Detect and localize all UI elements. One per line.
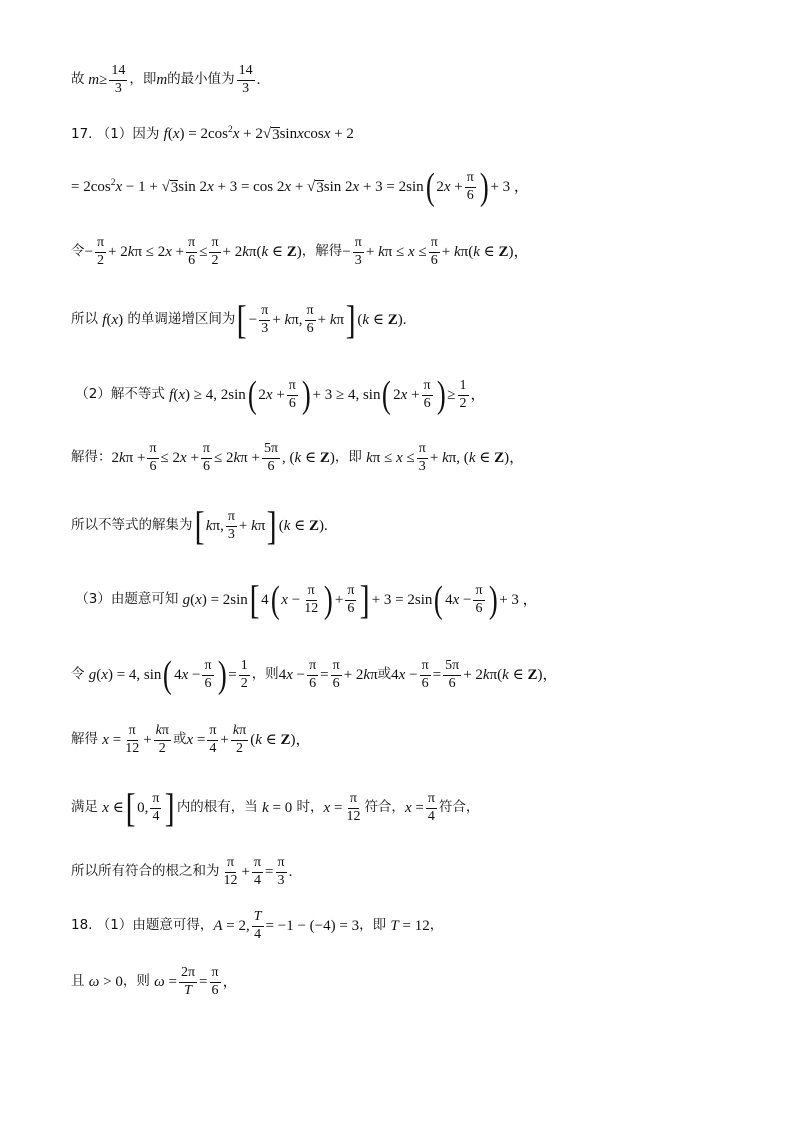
fraction: $\frac{\pi}{4}$	[427, 790, 435, 824]
bracket: ]	[165, 785, 176, 830]
text: 所以不等式的解集为	[71, 517, 193, 534]
math: + 2kπ(k ∈ Z)，	[463, 666, 558, 683]
fraction: $\frac{\pi}{6}$	[421, 657, 429, 691]
text: ，解得	[301, 243, 343, 260]
paren: (	[163, 654, 173, 696]
math: = −1 − (−4) = 3	[265, 917, 360, 934]
text: 的单调递增区间为	[123, 311, 236, 328]
math: m	[156, 71, 168, 88]
text: 符合，	[438, 799, 480, 816]
text: 或	[377, 666, 392, 683]
fraction: $\frac{\pi}{6}$	[332, 657, 340, 691]
fraction: $\frac{2\pi}{T}$	[180, 965, 196, 998]
math: kπ,	[205, 517, 224, 534]
math: 4x −	[391, 666, 418, 683]
bracket: [	[249, 577, 260, 622]
math: x =	[404, 799, 424, 816]
math: −	[342, 243, 351, 260]
fraction: $\frac{\pi}{6}$	[188, 235, 196, 268]
fraction: $\frac{T}{4}$	[253, 909, 262, 942]
bracket: [	[125, 785, 136, 830]
math: + kπ	[317, 311, 345, 328]
math: .	[256, 71, 261, 88]
math: (k ∈ Z)，	[250, 731, 311, 748]
math: x ∈	[102, 799, 124, 816]
math: f(x) ≥ 4, 2sin	[169, 386, 246, 403]
fraction: $\frac{\pi}{4}$	[152, 790, 160, 824]
fraction: $\frac{\pi}{6}$	[202, 441, 210, 474]
math: + kπ(k ∈ Z)，	[441, 243, 529, 260]
text: （3）由题意可知	[71, 591, 183, 608]
fraction: $\frac{\pi}{3}$	[354, 235, 362, 268]
fraction: $\frac{\pi}{2}$	[96, 235, 105, 268]
fraction: $\frac{\pi}{2}$	[211, 235, 219, 268]
fraction: $\frac{\pi}{12}$	[223, 855, 238, 888]
math: ω > 0	[88, 973, 123, 990]
fraction: $\frac{\pi}{6}$	[211, 965, 219, 998]
text: 符合，	[364, 799, 405, 816]
fraction: $\frac{1}{2}$	[240, 657, 248, 691]
math: k = 0	[262, 799, 293, 816]
fraction: $\frac{\pi}{6}$	[288, 377, 296, 411]
math: + 3 ，	[490, 178, 529, 195]
math: =	[228, 666, 237, 683]
text: 的最小值为	[167, 71, 235, 88]
math: (k ∈ Z).	[278, 517, 328, 534]
math: +	[334, 591, 344, 608]
math: =	[199, 973, 208, 990]
math: + kπ	[238, 517, 266, 534]
fraction: $\frac{\pi}{6}$	[430, 235, 438, 268]
math: ，	[222, 973, 238, 990]
math: + kπ,	[272, 311, 303, 328]
math: T = 12	[390, 917, 430, 934]
paren: (	[247, 374, 257, 416]
math: 2x +	[258, 386, 285, 403]
paren: (	[434, 579, 444, 621]
math: m	[84, 71, 100, 88]
text: 满足	[71, 799, 103, 816]
text: （2）解不等式	[71, 386, 170, 403]
math: =	[265, 863, 274, 880]
line-13	[71, 856, 292, 888]
math: ≤ 2x +	[160, 449, 199, 466]
paren: )	[301, 374, 311, 416]
math: 4x −	[278, 666, 306, 683]
math: 2x +	[393, 386, 420, 403]
bracket: ]	[360, 577, 371, 622]
bracket: ]	[267, 503, 278, 548]
text: 所以所有符合的根之和为	[71, 863, 220, 880]
paren: )	[217, 654, 227, 696]
fraction: $\frac{\pi}{6}$	[475, 582, 483, 616]
math: ≤	[199, 243, 208, 260]
paren: )	[324, 579, 333, 621]
fraction: $\frac{\pi}{3}$	[261, 302, 269, 336]
fraction: $\frac{1}{2}$	[459, 377, 467, 411]
math: = $2\cos^2x - 1$ + √ 3 sin 2x + 3 = cos 2x + √ 3 sin 2x + 3 = 2sin	[71, 177, 424, 196]
math: 2x +	[436, 178, 463, 195]
text: 内的根有，当	[176, 799, 263, 816]
fraction: $\frac{k\pi}{2}$	[155, 723, 169, 756]
math: ≥	[99, 71, 108, 88]
bracket: [	[194, 503, 205, 548]
line-2	[71, 126, 354, 143]
text: ，即	[359, 917, 391, 934]
math: (k ∈ Z).	[357, 311, 407, 328]
text: ，即	[129, 71, 157, 88]
text: ，	[429, 917, 444, 934]
line-14	[71, 910, 443, 942]
math: + 2kπ ≤ 2x +	[108, 243, 185, 260]
math: + 3 ，	[499, 591, 538, 608]
paren: (	[382, 374, 392, 416]
text: ，即	[334, 449, 367, 466]
math: + kπ ≤ x ≤	[365, 243, 427, 260]
fraction: $\frac{\pi}{12}$	[125, 723, 140, 756]
math: x =	[186, 731, 206, 748]
fraction: $\frac{\pi}{6}$	[466, 169, 474, 203]
fraction: $\frac{\pi}{4}$	[253, 855, 262, 888]
line-6	[71, 376, 486, 414]
fraction: $\frac{\pi}{3}$	[277, 855, 285, 888]
math: 4x −	[445, 591, 472, 608]
text: 17. （1）因为	[71, 125, 164, 142]
math: 0,	[137, 799, 149, 816]
math: ω =	[154, 973, 177, 990]
math: $f(x) = 2\cos^2x + 2$ √ 3 sinxcosx + 2	[163, 125, 354, 143]
fraction: $\frac{\pi}{3}$	[418, 441, 426, 474]
fraction: $\frac{5\pi}{6}$	[445, 657, 460, 691]
math: x =	[102, 731, 122, 748]
paren: )	[436, 374, 446, 416]
paren: )	[479, 166, 489, 208]
line-1	[71, 64, 260, 96]
line-11	[71, 724, 310, 756]
math: + kπ, (k ∈ Z)，	[429, 449, 525, 466]
line-9	[71, 577, 538, 622]
math: g(x) = 4, sin	[88, 666, 162, 683]
fraction: $\frac{\pi}{12}$	[304, 582, 319, 616]
fraction: $\frac{k\pi}{2}$	[232, 723, 247, 756]
math: kπ ≤ x ≤	[366, 449, 415, 466]
paren: (	[425, 166, 435, 208]
math: + 3 = 2sin	[371, 591, 433, 608]
math: .	[288, 863, 293, 880]
fraction: $\frac{\pi}{3}$	[227, 508, 235, 542]
math: 2kπ +	[111, 449, 146, 466]
paren: (	[270, 579, 280, 621]
fraction: $\frac{\pi}{6}$	[347, 582, 355, 616]
text: 18. （1）由题意可得，	[71, 917, 214, 934]
math: +	[220, 731, 229, 748]
text: 所以	[71, 311, 103, 328]
text: ，则	[251, 666, 279, 683]
fraction: $\frac{5\pi}{6}$	[263, 441, 279, 474]
fraction: $\frac{\pi}{12}$	[346, 790, 361, 824]
text: 解得：	[71, 449, 112, 466]
math: A = 2,	[213, 917, 250, 934]
line-4	[71, 236, 529, 268]
line-3	[71, 168, 529, 206]
text: 或	[172, 731, 187, 748]
math: , (k ∈ Z)	[282, 449, 335, 466]
math: f(x)	[102, 311, 124, 328]
fraction: $\frac{14}{3}$	[111, 63, 126, 96]
math: −	[248, 311, 258, 328]
math: + 2kπ	[343, 666, 378, 683]
math: 4	[261, 591, 269, 608]
fraction: $\frac{\pi}{6}$	[204, 657, 212, 691]
text: 令	[71, 666, 89, 683]
math: + 2kπ(k ∈ Z)	[222, 243, 302, 260]
math: g(x) = 2sin	[182, 591, 248, 608]
bracket: [	[237, 297, 248, 342]
math: ≤ 2kπ +	[214, 449, 260, 466]
fraction: $\frac{\pi}{4}$	[209, 723, 217, 756]
line-15	[71, 966, 238, 998]
fraction: $\frac{14}{3}$	[238, 63, 253, 96]
math: +	[143, 731, 152, 748]
bracket: ]	[345, 297, 356, 342]
math: ≥	[447, 386, 456, 403]
math: x −	[281, 591, 301, 608]
text: 时，	[292, 799, 324, 816]
math: x =	[323, 799, 343, 816]
text: 解得	[71, 731, 103, 748]
fraction: $\frac{\pi}{6}$	[149, 441, 157, 474]
line-12	[71, 785, 480, 830]
text: 故	[71, 71, 85, 88]
fraction: $\frac{\pi}{6}$	[423, 377, 431, 411]
math: + 3 ≥ 4, sin	[312, 386, 381, 403]
line-10	[71, 656, 557, 694]
text: 令	[71, 243, 85, 260]
math: ，	[470, 386, 486, 403]
math: −	[84, 243, 93, 260]
line-8	[71, 503, 328, 548]
text: 且	[71, 973, 89, 990]
math: =	[432, 666, 442, 683]
math: +	[241, 863, 250, 880]
math: =	[320, 666, 329, 683]
paren: )	[488, 579, 498, 621]
math: 4x −	[174, 666, 201, 683]
line-7	[71, 442, 524, 474]
fraction: $\frac{\pi}{6}$	[309, 657, 317, 691]
text: ，则	[122, 973, 155, 990]
line-5	[71, 297, 407, 342]
fraction: $\frac{\pi}{6}$	[306, 302, 314, 336]
